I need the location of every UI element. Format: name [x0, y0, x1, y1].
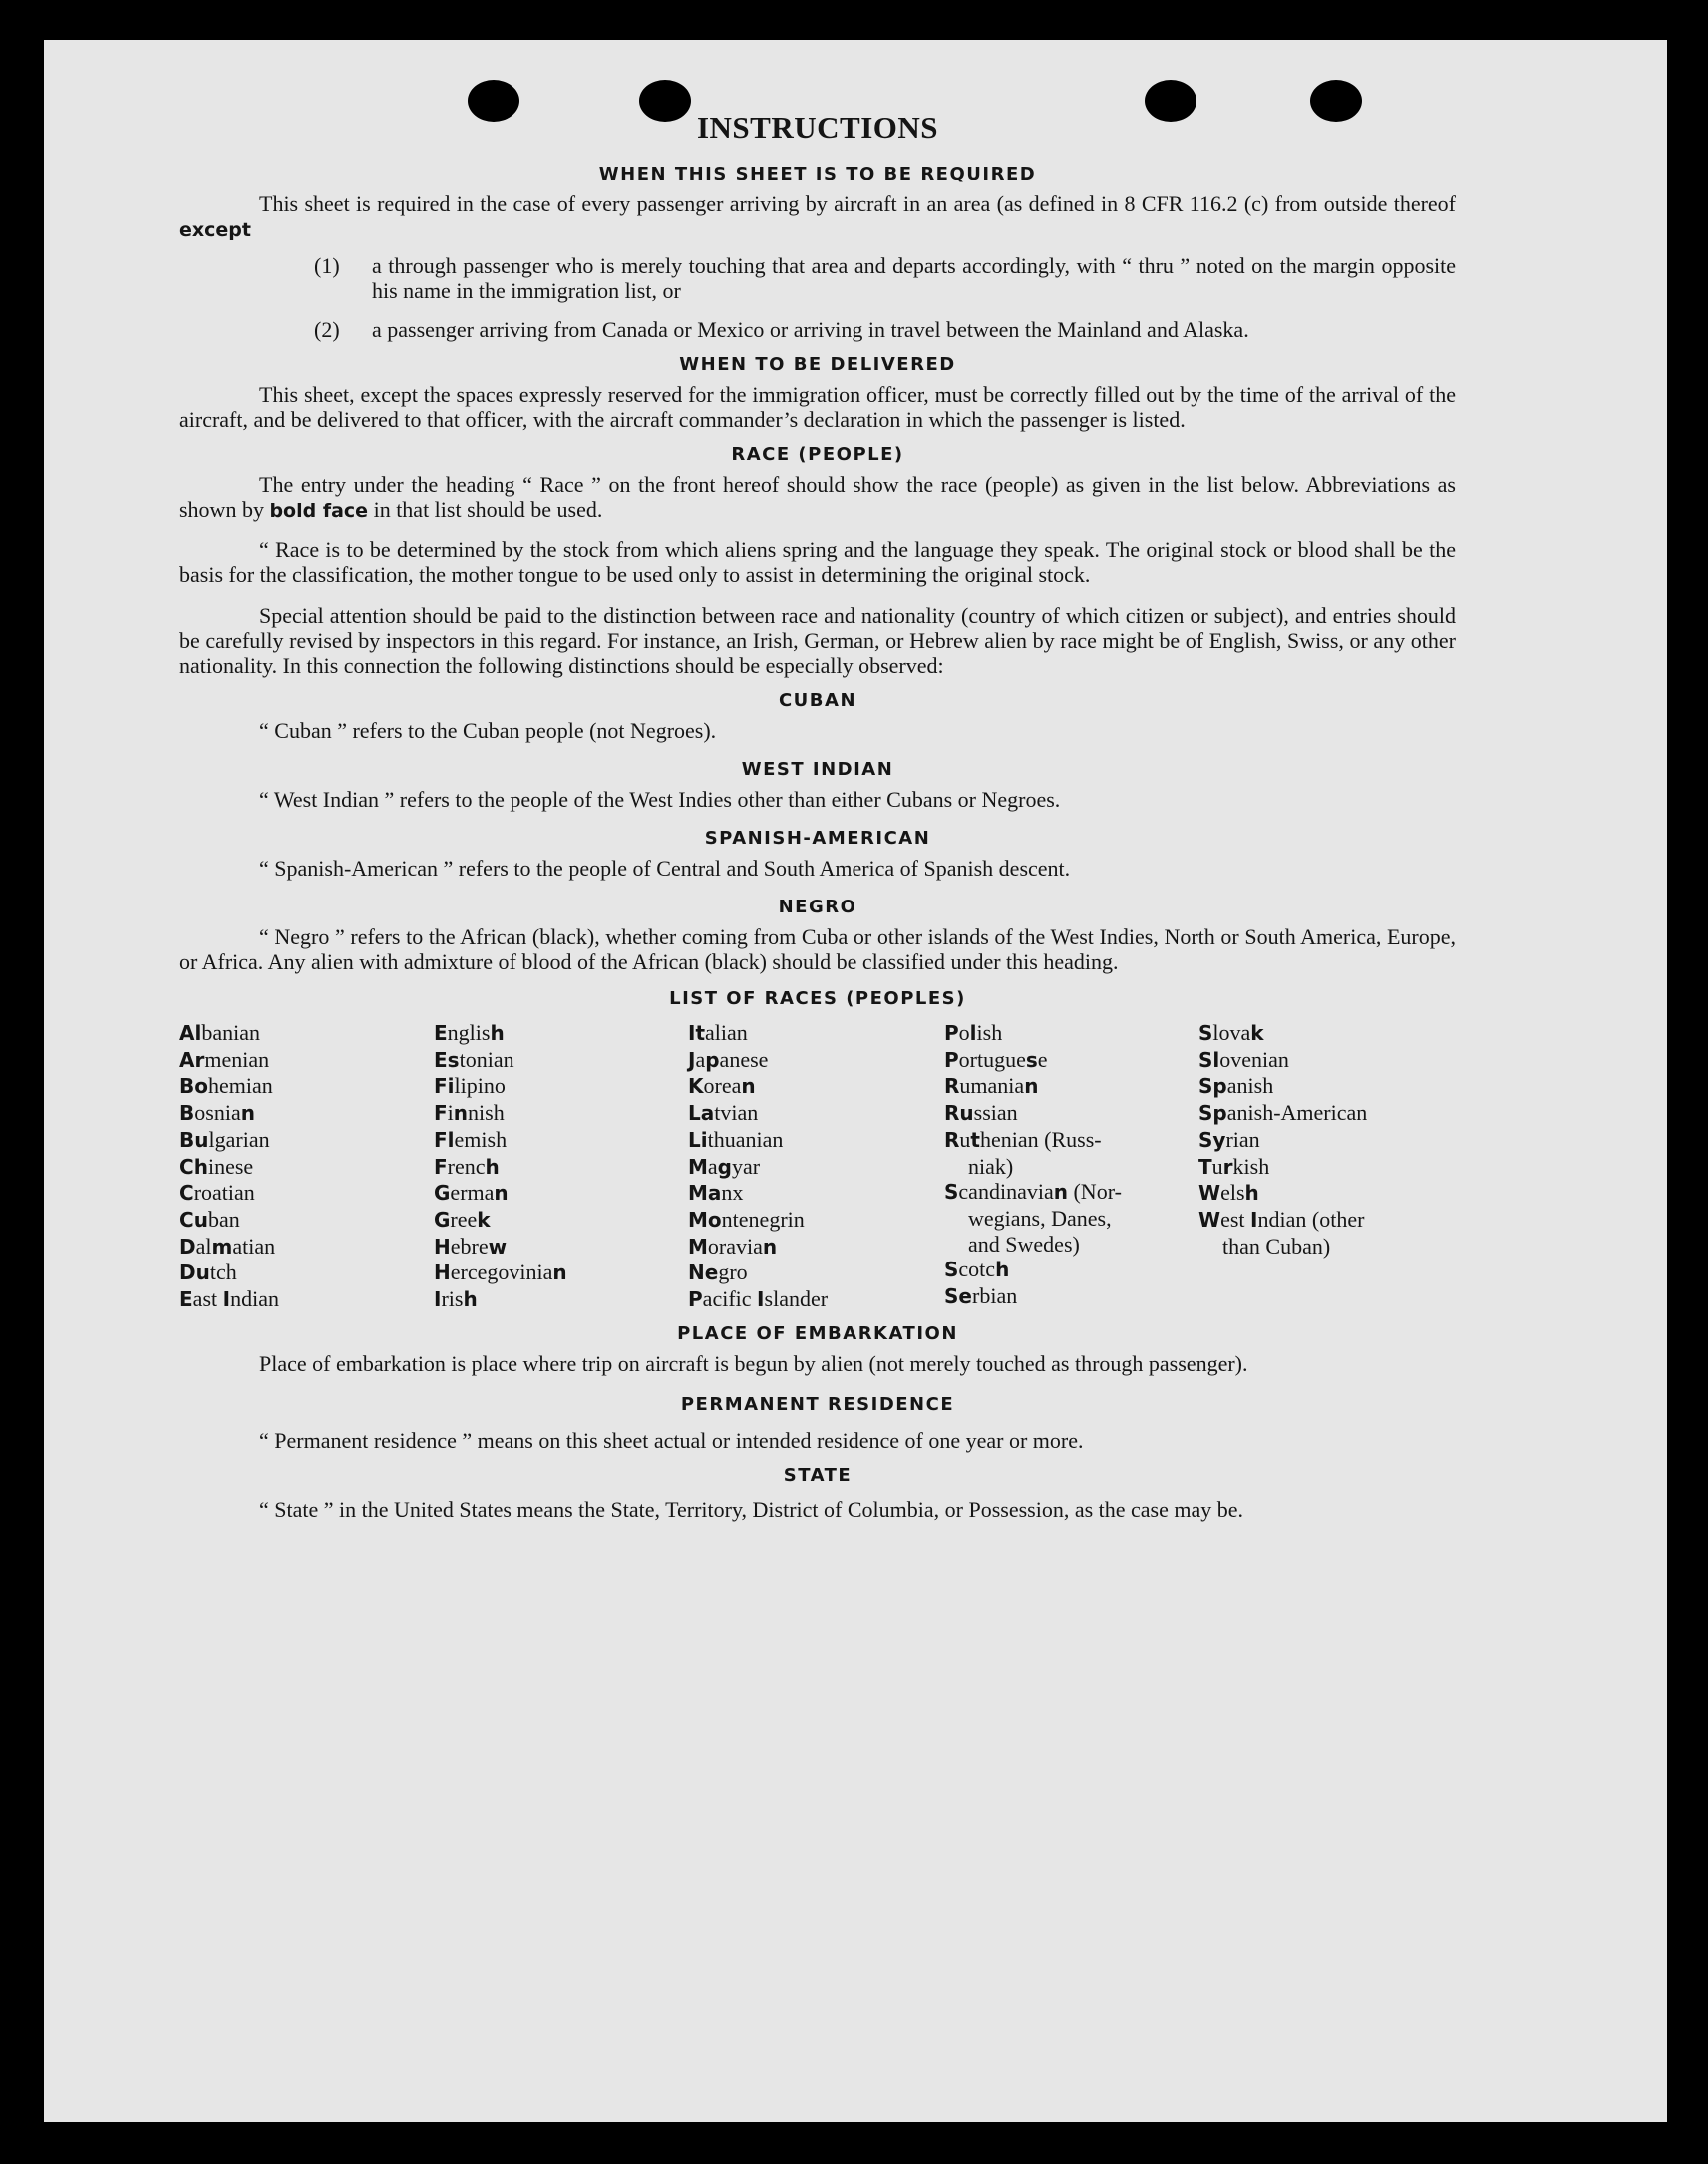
race-entry: Spanish-American — [1198, 1100, 1368, 1126]
heading-west-indian: WEST INDIAN — [741, 759, 894, 780]
race-entry: Italian — [688, 1020, 748, 1045]
required-intro: This sheet is required in the case of every passenger arriving by aircraft in an area (as defined in 8 CFR 116.2 (c) from outside thereof except — [179, 191, 1456, 241]
race-entry: Welsh — [1198, 1180, 1259, 1206]
race-column — [179, 1020, 434, 1313]
page-title: INSTRUCTIONS — [696, 110, 938, 145]
heading-list-of-races: LIST OF RACES (PEOPLES) — [669, 988, 966, 1009]
race-entry: Korean — [688, 1073, 756, 1099]
race-entry: Dalmatian — [179, 1233, 276, 1259]
spanish-american-text: “ Spanish-American ” refers to the people of Central and South America of Spanish descent. — [259, 856, 1071, 881]
west-indian-text: “ West Indian ” refers to the people of the West Indies other than either Cubans or Negroes. — [259, 787, 1061, 812]
race-entry: Syrian — [1198, 1126, 1260, 1152]
race-list — [179, 1020, 1456, 1313]
race-entry: Lithuanian — [688, 1126, 784, 1152]
race-entry: Flemish — [434, 1126, 508, 1152]
race-entry: Manx — [688, 1180, 744, 1206]
race-entry: Ruthenian (Russ- — [944, 1126, 1102, 1152]
heading-required: WHEN THIS SHEET IS TO BE REQUIRED — [598, 164, 1037, 184]
heading-state: STATE — [783, 1464, 853, 1486]
race-entry: Serbian — [944, 1283, 1018, 1309]
residence-text: “ Permanent residence ” means on this sheet actual or intended residence of one year or more. — [259, 1427, 1084, 1453]
race-entry: Slovak — [1198, 1020, 1264, 1045]
race-entry: Albanian — [179, 1020, 260, 1045]
race-entry: Polish — [944, 1020, 1003, 1045]
race-entry: West Indian (other — [1198, 1206, 1365, 1232]
race-entry: Bulgarian — [179, 1126, 270, 1152]
race-entry: Dutch — [179, 1260, 237, 1285]
race-column — [688, 1020, 944, 1313]
heading-embarkation: PLACE OF EMBARKATION — [677, 1322, 958, 1344]
race-entry: Bosnian — [179, 1100, 255, 1126]
race-entry-continuation: wegians, Danes, — [968, 1205, 1112, 1231]
race-entry: Hercegovinian — [434, 1260, 567, 1285]
race-paragraph-3: Special attention should be paid to the distinction between race and nationality (country of which citizen or subject), and entries should be carefully revised by inspectors in this regard. For instance, an Irish, German, or Hebrew alien by race might be of English, Swiss, or any other nationality. In this connection the following distinctions should be especially observed: — [179, 603, 1456, 678]
race-entry-continuation: and Swedes) — [968, 1231, 1080, 1257]
heading-spanish-american: SPANISH-AMERICAN — [704, 828, 931, 849]
race-entry: Turkish — [1198, 1153, 1270, 1179]
race-entry: Rumanian — [944, 1073, 1039, 1099]
race-entry: Japanese — [688, 1046, 769, 1072]
race-entry: Moravian — [688, 1233, 778, 1259]
race-column — [434, 1020, 688, 1313]
race-entry: German — [434, 1180, 509, 1206]
race-entry: Greek — [434, 1206, 491, 1232]
state-text: “ State ” in the United States means the State, Territory, District of Columbia, or Possession, as the case may be. — [259, 1496, 1244, 1522]
race-entry: Pacific Islander — [688, 1286, 829, 1312]
race-entry: Latvian — [688, 1100, 759, 1126]
race-entry: Armenian — [179, 1046, 270, 1072]
race-paragraph-1: The entry under the heading “ Race ” on the front hereof should show the race (people) as given in the list below. Abbreviations as shown by bold face in that list should be used. — [179, 472, 1456, 522]
race-entry: Scotch — [944, 1257, 1010, 1282]
heading-cuban: CUBAN — [778, 690, 857, 711]
heading-permanent-residence: PERMANENT RESIDENCE — [680, 1393, 955, 1415]
race-entry: East Indian — [179, 1286, 279, 1312]
race-entry: Montenegrin — [688, 1206, 805, 1232]
race-entry: Bohemian — [179, 1073, 273, 1099]
exception-item: (1) a through passenger who is merely touching that area and departs accordingly, with “ thru ” noted on the margin opposite his name in the immigration list, or — [314, 253, 1456, 303]
race-entry: Filipino — [434, 1073, 506, 1099]
race-entry: Magyar — [688, 1153, 761, 1179]
embarkation-text: Place of embarkation is place where trip on aircraft is begun by alien (not merely touched as through passenger). — [259, 1350, 1248, 1376]
race-entry: French — [434, 1153, 500, 1179]
race-entry: Portuguese — [944, 1046, 1048, 1072]
race-column — [1198, 1020, 1456, 1313]
race-entry: Chinese — [179, 1153, 254, 1179]
race-column — [944, 1020, 1198, 1313]
race-entry: Irish — [434, 1286, 478, 1312]
race-entry: English — [434, 1020, 505, 1045]
race-entry: Scandinavian (Nor- — [944, 1179, 1122, 1205]
race-entry-continuation: niak) — [968, 1153, 1014, 1179]
race-entry-continuation: than Cuban) — [1222, 1233, 1331, 1259]
race-entry: Negro — [688, 1260, 748, 1285]
exception-item: (2) a passenger arriving from Canada or Mexico or arriving in travel between the Mainland and Alaska. — [314, 317, 1249, 342]
race-entry: Hebrew — [434, 1233, 508, 1259]
heading-negro: NEGRO — [778, 897, 857, 917]
race-entry: Estonian — [434, 1046, 514, 1072]
instructions-content — [179, 110, 1456, 1522]
race-entry: Cuban — [179, 1206, 240, 1232]
negro-text: “ Negro ” refers to the African (black), whether coming from Cuba or other islands of the West Indies, North or South America, Europe, or Africa. Any alien with admixture of blood of the African (black) should be classified under this heading. — [179, 924, 1456, 974]
heading-delivered: WHEN TO BE DELIVERED — [679, 354, 956, 375]
race-entry: Slovenian — [1198, 1046, 1289, 1072]
delivered-text: This sheet, except the spaces expressly reserved for the immigration officer, must be correctly filled out by the time of the arrival of the aircraft, and be delivered to that officer, with the aircraft commander’s declaration in which the passenger is listed. — [179, 382, 1456, 432]
race-entry: Finnish — [434, 1100, 505, 1126]
cuban-text: “ Cuban ” refers to the Cuban people (not Negroes). — [259, 718, 717, 743]
race-entry: Russian — [944, 1100, 1018, 1126]
heading-race: RACE (PEOPLE) — [731, 444, 904, 465]
race-entry: Spanish — [1198, 1073, 1274, 1099]
race-paragraph-2: “ Race is to be determined by the stock from which aliens spring and the language they speak. The original stock or blood shall be the basis for the classification, the mother tongue to be used only to assist in determining the original stock. — [179, 538, 1456, 587]
race-entry: Croatian — [179, 1180, 255, 1206]
